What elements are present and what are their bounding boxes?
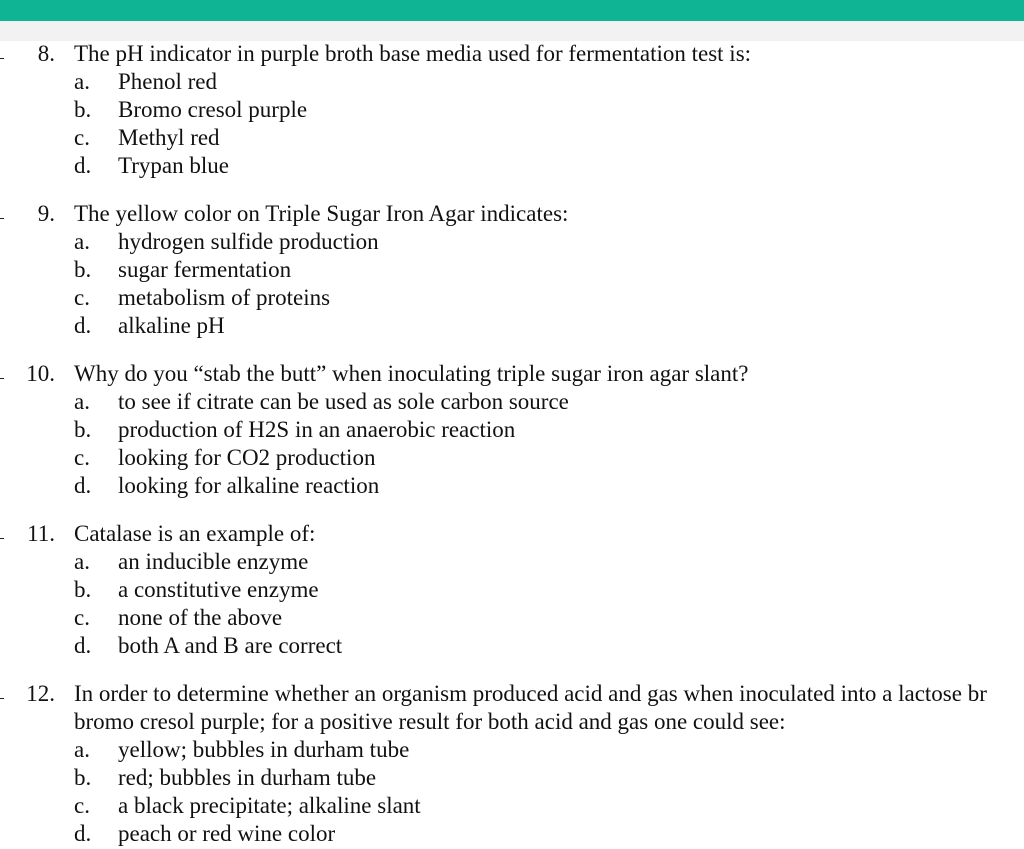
option-letter: a. <box>74 737 90 762</box>
option-letter: a. <box>74 549 90 574</box>
question-line <box>0 520 1024 548</box>
option-d[interactable] <box>0 472 1024 500</box>
option-letter: c. <box>74 285 90 310</box>
question-text: Catalase is an example of: <box>74 521 316 546</box>
option-letter: c. <box>74 125 90 150</box>
option-text: hydrogen sulfide production <box>118 229 379 254</box>
question-line-continued <box>0 708 1024 736</box>
option-text: production of H2S in an anaerobic reaction <box>118 417 516 442</box>
question-12 <box>0 680 1024 848</box>
question-number: 10. <box>26 361 55 386</box>
option-text: both A and B are correct <box>118 633 343 658</box>
option-d[interactable] <box>0 820 1024 848</box>
margin-marker <box>0 43 4 59</box>
option-letter: a. <box>74 389 90 414</box>
option-c[interactable] <box>0 444 1024 472</box>
question-number: 11. <box>27 521 55 546</box>
option-letter: d. <box>74 821 92 846</box>
margin-marker <box>0 523 4 539</box>
option-d[interactable] <box>0 632 1024 660</box>
option-letter: a. <box>74 69 90 94</box>
option-b[interactable] <box>0 764 1024 792</box>
option-c[interactable] <box>0 604 1024 632</box>
option-letter: d. <box>74 633 92 658</box>
question-8 <box>0 40 1024 180</box>
option-text: red; bubbles in durham tube <box>118 765 377 790</box>
option-a[interactable] <box>0 736 1024 764</box>
option-b[interactable] <box>0 96 1024 124</box>
question-text: The pH indicator in purple broth base media used for fermentation test is: <box>74 41 752 66</box>
question-9 <box>0 200 1024 340</box>
option-text: looking for alkaline reaction <box>118 473 380 498</box>
option-text: sugar fermentation <box>118 257 292 282</box>
margin-marker <box>0 363 4 379</box>
option-letter: c. <box>74 793 90 818</box>
option-text: an inducible enzyme <box>118 549 309 574</box>
option-letter: b. <box>74 97 92 122</box>
option-a[interactable] <box>0 228 1024 256</box>
option-b[interactable] <box>0 576 1024 604</box>
question-text: bromo cresol purple; for a positive result for both acid and gas one could see: <box>74 709 786 734</box>
option-text: yellow; bubbles in durham tube <box>118 737 410 762</box>
option-text: Methyl red <box>118 125 220 150</box>
option-letter: d. <box>74 153 92 178</box>
option-a[interactable] <box>0 388 1024 416</box>
question-number: 12. <box>26 681 55 706</box>
option-d[interactable] <box>0 152 1024 180</box>
option-letter: c. <box>74 605 90 630</box>
option-letter: d. <box>74 473 92 498</box>
option-letter: a. <box>74 229 90 254</box>
option-b[interactable] <box>0 256 1024 284</box>
option-text: a black precipitate; alkaline slant <box>118 793 421 818</box>
question-number: 9. <box>37 201 55 226</box>
option-letter: b. <box>74 765 92 790</box>
option-letter: b. <box>74 417 92 442</box>
option-text: alkaline pH <box>118 313 225 338</box>
option-text: Trypan blue <box>118 153 229 178</box>
question-line <box>0 40 1024 68</box>
option-text: Phenol red <box>118 69 218 94</box>
question-11 <box>0 520 1024 660</box>
question-10 <box>0 360 1024 500</box>
option-b[interactable] <box>0 416 1024 444</box>
margin-marker <box>0 203 4 219</box>
option-text: a constitutive enzyme <box>118 577 319 602</box>
option-letter: c. <box>74 445 90 470</box>
question-line <box>0 360 1024 388</box>
option-c[interactable] <box>0 124 1024 152</box>
option-text: none of the above <box>118 605 283 630</box>
option-letter: b. <box>74 257 92 282</box>
option-letter: b. <box>74 577 92 602</box>
option-a[interactable] <box>0 68 1024 96</box>
option-text: to see if citrate can be used as sole carbon source <box>118 389 569 414</box>
option-a[interactable] <box>0 548 1024 576</box>
option-d[interactable] <box>0 312 1024 340</box>
question-number: 8. <box>37 41 55 66</box>
option-c[interactable] <box>0 284 1024 312</box>
question-line <box>0 680 1024 708</box>
question-text: In order to determine whether an organism produced acid and gas when inoculated into a lactose br <box>74 681 987 706</box>
margin-marker <box>0 683 4 699</box>
question-text: The yellow color on Triple Sugar Iron Agar indicates: <box>74 201 569 226</box>
option-letter: d. <box>74 313 92 338</box>
question-text: Why do you “stab the butt” when inoculating triple sugar iron agar slant? <box>74 361 749 386</box>
option-text: Bromo cresol purple <box>118 97 308 122</box>
option-text: looking for CO2 production <box>118 445 376 470</box>
question-line <box>0 200 1024 228</box>
option-text: metabolism of proteins <box>118 285 331 310</box>
option-text: peach or red wine color <box>118 821 336 846</box>
option-c[interactable] <box>0 792 1024 820</box>
